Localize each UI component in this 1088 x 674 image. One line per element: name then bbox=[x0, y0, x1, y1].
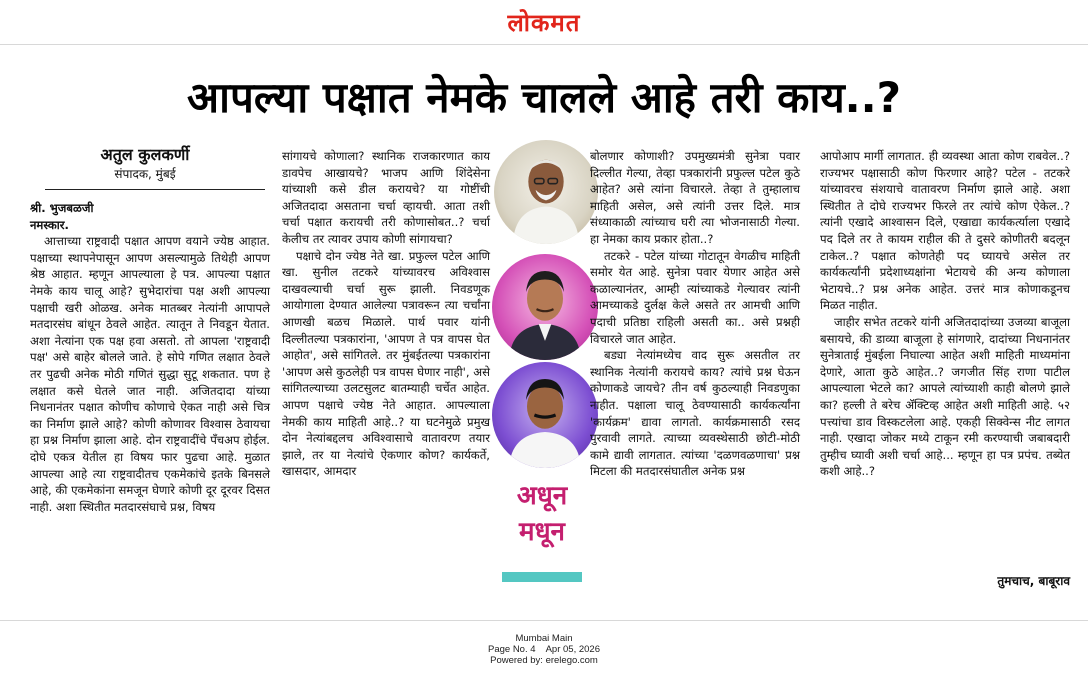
article-paragraph: पक्षाचे दोन ज्येष्ठ नेते खा. प्रफुल्ल पटेल आणि खा. सुनील तटकरे यांच्यावरच अविश्वास दाखवल्याची चर्चा सुरू झाली. निवडणूक आयोगाला देण्यात आलेल्या पत्रावरून त्या चर्चांना आणखी बळच मिळाले. पार्थ पवार यांनी दिल्लीतल्या पत्रकारांना, 'आपण ते पत्र वापस घेत आहोत', असे सांगितले. तर मुंबईतल्या पत्रकारांना 'आपण असे कुठलेही पत्र वापस घेणार नाही', असे सांगितल्याच्या उलटसुलट बातम्याही चर्चेत आहेत. आपण पक्षाचे ज्येष्ठ नेते आहात. आपल्याला नेमकी काय माहिती आहे..? या घटनेमुळे प्रमुख दोन नेत्यांबद्दलच अविश्वासाचे वातावरण तयार झाले, तर या नेत्यांचे ऐकणार कोण? कार्यकर्ते, खासदार, आमदार bbox=[282, 248, 490, 479]
salutation: श्री. भुजबळजी bbox=[30, 201, 94, 215]
portrait-photo-2 bbox=[492, 254, 598, 360]
author-name: अतुल कुलकर्णी bbox=[100, 145, 190, 164]
person-portrait-icon bbox=[492, 362, 598, 468]
edition-name: Mumbai Main bbox=[515, 633, 573, 644]
column-logo-title bbox=[494, 478, 590, 550]
article-column-2 bbox=[282, 148, 490, 480]
article-paragraph: आपोआप मार्गी लागतात. ही व्यवस्था आता कोण राबवेल..? राज्यभर पक्षासाठी कोण फिरणार आहे? पटेल - तटकरे यांच्यावरच संशयाचे वातावरण निर्माण झाले आहे. अशा स्थितीत ते दोघे राज्यभर फिरले तर त्यांचे कोण ऐकेल..? त्यांनी एखादे आश्वासन दिले, एखाद्या कार्यकर्त्याला एखादे पद दिले तर ते कायम राहील की ते दुसरे कोणीतरी बदलून टाकेल..? पक्षात कोणतेही पद घ्यायचे असेल तर कार्यकर्त्यांनी प्रदेशाध्यक्षांना भेटायचे की अन्य कोणाला भेटायचे..? प्रश्न अनेक आहेत. उत्तरं मात्र कोणाकडूनच मिळत नाहीत. bbox=[820, 149, 1070, 313]
author-role: संपादक, मुंबई bbox=[114, 167, 176, 181]
article-column-3 bbox=[590, 148, 800, 480]
powered-by[interactable]: Powered by: erelego.com bbox=[490, 655, 598, 666]
article-column-4 bbox=[820, 148, 1070, 480]
page-number: Page No. 4 bbox=[488, 644, 536, 655]
page-footer bbox=[0, 633, 1088, 666]
footer-divider bbox=[0, 620, 1088, 621]
byline-divider bbox=[45, 189, 265, 190]
page-info bbox=[0, 644, 1088, 655]
portrait-photo-3 bbox=[492, 362, 598, 468]
column-logo bbox=[494, 470, 590, 582]
byline bbox=[30, 144, 260, 182]
person-portrait-icon bbox=[492, 254, 598, 360]
person-portrait-icon bbox=[494, 140, 598, 244]
column-logo-bar bbox=[502, 572, 582, 582]
publish-date: Apr 05, 2026 bbox=[545, 644, 600, 655]
lokmat-logo[interactable]: लोकमत bbox=[507, 9, 581, 37]
masthead bbox=[0, 0, 1088, 45]
article-paragraph: जाहीर सभेत तटकरे यांनी अजितदादांच्या उजव्या बाजूला बसायचे, की डाव्या बाजूला हे सांगणारे, दादांच्या निधनानंतर सुनेत्राताई मुंबईला निघाल्या आहेत अशी माहिती माध्यमांना देणारे, आता कुठे आहेत..? जगजीत सिंह राणा पाटील आपल्याला भेटले का? आपले त्यांच्याशी काही बोलणे झाले का? हल्ली ते बरेच ॲक्टिव्ह आहेत अशी माहिती आहे. ५२ पत्त्यांचा डाव विस्कटलेला आहे. एकही सिक्वेन्स नीट लागत नाही. एखादा जोकर मध्ये टाकून रमी करण्याची जबाबदारी तुम्हीच घ्यावी अशी चर्चा आहे... म्हणून हा पत्र प्रपंच. तब्येत कशी आहे..? bbox=[820, 314, 1070, 479]
portrait-photo-1 bbox=[494, 140, 598, 244]
article-paragraph: बोलणार कोणाशी? उपमुख्यमंत्री सुनेत्रा पवार दिल्लीत गेल्या, तेव्हा पत्रकारांनी प्रफुल्ल पटेल कुठे आहेत? असे त्यांना विचारले. तेव्हा ते तुम्हालाच माहिती असेल, असे त्यांनी उत्तर दिले. मात्र संध्याकाळी त्यांच्याच घरी त्या भोजनासाठी गेल्या. हा नेमका काय प्रकार होता..? bbox=[590, 149, 800, 246]
article-paragraph: आत्ताच्या राष्ट्रवादी पक्षात आपण वयाने ज्येष्ठ आहात. पक्षाच्या स्थापनेपासून आपण असल्यामुळे तिथेही आपण श्रेष्ठ आहात. म्हणून आपल्याला हे पत्र. आपल्या पक्षात नेमके काय चालू आहे? सुभेदारांचा पक्ष अशी आपल्या पक्षाची खरी ओळख. अनेक मातब्बर नेत्यांनी आपापले मतदारसंघ बांधून ठेवले आहेत. त्यातून ते निवडून येतात. अशा नेत्यांना एक पक्ष हवा असतो. तो आपला 'राष्ट्रवादी पक्ष' असे बाहेर बोलले जाते. हे सोपे गणित लक्षात ठेवले तर पुढची अनेक मोठी गणितं सुद्धा सुटू शकतात. पण हे लक्षात कसे घेतले जात नाही. अजितदादा यांच्या निधनानंतर पक्षात कोणीच कोणाचे ऐकत नाही असे चित्र का निर्माण झाले आहे? कोणी कोणावर विश्वास ठेवायचा हा प्रश्न निर्माण झाला आहे. दोन राष्ट्रवादींचे पँचअप होईल. दोघे एकत्र येतील हा विषय फार पुढचा आहे. मुळात आपल्या आहे त्या राष्ट्रवादीतच एकमेकांचे इतके बिनसले आहे, की एकमेकांना समजून घेणारे कोणी दूर दूरवर दिसत नाही. अशा स्थितीत मतदारसंघाचे प्रश्न, विषय bbox=[30, 234, 270, 514]
article-paragraph: सांगायचे कोणाला? स्थानिक राजकारणात काय डावपेच आखायचे? भाजप आणि शिंदेसेना यांच्याशी कसे डील करायचे? या गोष्टींची अजितदादा असताना चर्चा व्हायची. आता तशी चर्चा पक्षात करायची तरी कोणासोबत..? चर्चा केलीच तर त्यावर उपाय कोणी सांगायचा? bbox=[282, 149, 490, 246]
article-paragraph: बड्या नेत्यांमध्येच वाद सुरू असतील तर स्थानिक नेत्यांनी करायचे काय? त्यांचे प्रश्न घेऊन कोणाकडे जायचे? तीन वर्ष कुठल्याही निवडणुका नाहीत. पक्षाला चालू ठेवण्यासाठी कार्यकर्त्यांना 'कार्यक्रम' द्यावा लागतो. कार्यक्रमासाठी रसद पुरवावी लागते. त्याच्या व्यवस्थेसाठी छोटी-मोठी कामे द्यावी लागतात. त्यांच्या 'दळणवळणाचा' प्रश्न मिटला की मतदारसंघातील अनेक प्रश्न bbox=[590, 348, 800, 479]
column-logo-line2: मधून bbox=[519, 517, 565, 547]
column-logo-line1: अधून bbox=[516, 481, 568, 511]
headline: आपल्या पक्षात नेमके चालले आहे तरी काय..? bbox=[187, 73, 901, 122]
signoff: तुमचाच, बाबूराव bbox=[997, 574, 1070, 588]
article-column-1 bbox=[30, 200, 270, 515]
article-paragraph: तटकरे - पटेल यांच्या गोटातून वेगळीच माहिती समोर येत आहे. सुनेत्रा पवार येणार आहेत असे कळाल्यानंतर, आम्ही त्यांच्याकडे गेल्यावर त्यांनी आमच्याकडे दुर्लक्ष केले असते तर आमची आणि पदाची प्रतिष्ठा राहिली असती का.. असे प्रश्नही विचारले जात आहेत. bbox=[590, 248, 800, 346]
greeting: नमस्कार. bbox=[30, 217, 69, 232]
